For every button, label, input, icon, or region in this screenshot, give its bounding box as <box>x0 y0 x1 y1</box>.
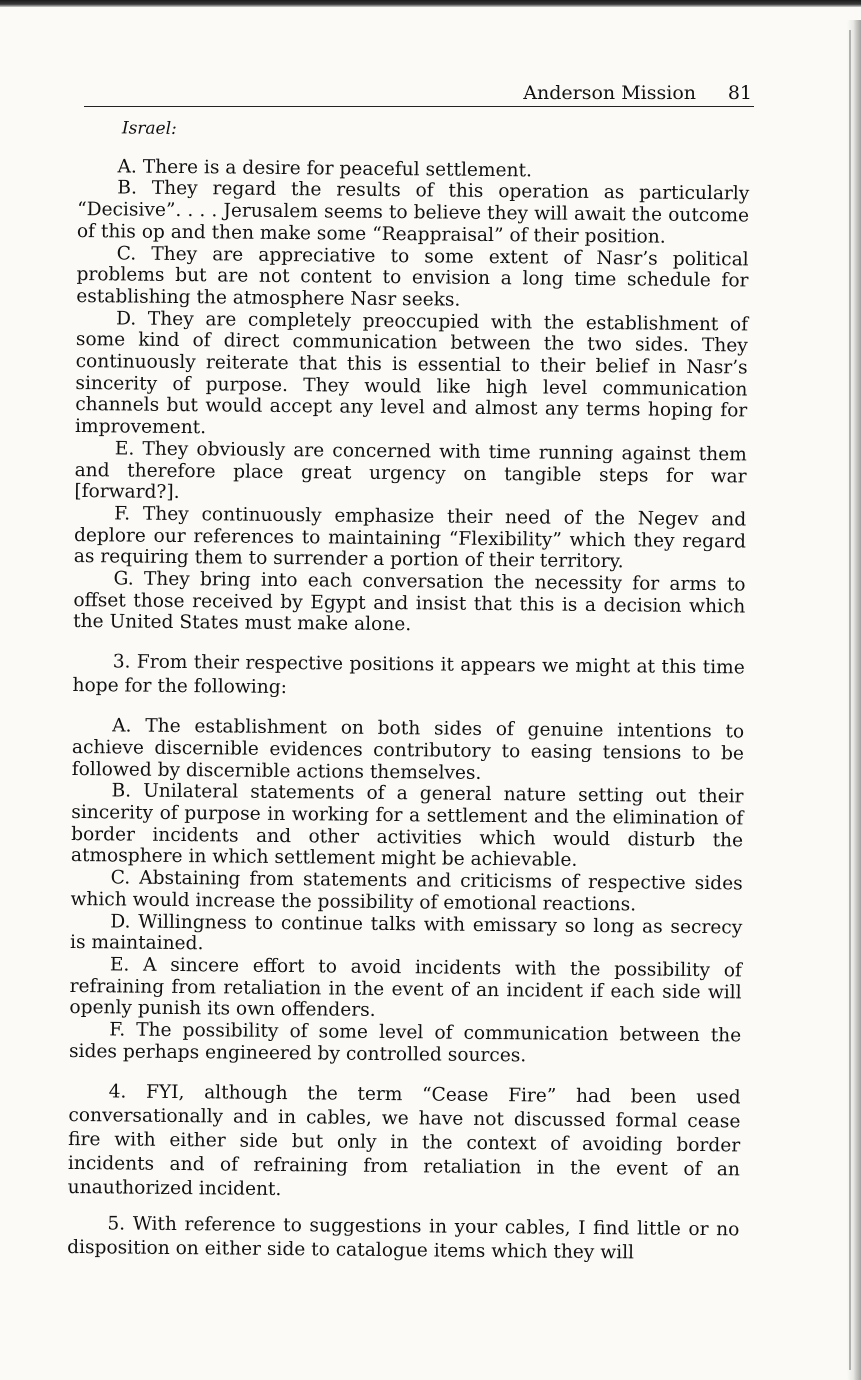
page-header <box>84 80 754 107</box>
israel-item-c: C. They are appreciative to some extent of Nasr’s political problems but are not content to envision a long time schedule for establishing the atmosphere Nasr seeks. <box>76 242 749 311</box>
paragraph-3-intro: 3. From their respective positions it appears we might at this time hope for the following: <box>72 651 745 699</box>
hope-item-e: E. A sincere effort to avoid incidents with the possibility of refraining from retaliation in the event of an incident if each side will openly punish its own offenders. <box>69 954 742 1022</box>
israel-item-a: A. There is a desire for peaceful settlement. <box>117 156 533 182</box>
israel-item-d: D. They are completely preoccupied with the establishment of some kind of direct communication between the two sides. They continuously reiterate that this is essential to their belief in Nasr’s sincerity of purpose. They would like high level communication channels but would accept any level and almost any terms hoping for improvement. <box>74 308 749 439</box>
page-top-edge <box>0 0 861 7</box>
hope-item-c: C. Abstaining from statements and criticisms of respective sides which would increase the possibility of emotional reactions. <box>70 867 743 916</box>
israel-item-e: E. They obviously are concerned with time running against them and therefore place great urgency on tangible steps for war [forward?]. <box>74 438 747 504</box>
israel-item-g: G. They bring into each conversation the necessity for arms to offset those received by Egypt and insist that this is a decision which the United States must make alone. <box>73 568 746 636</box>
hope-item-a: A. The establishment on both sides of genuine intentions to achieve discernible evidences contributory to easing tensions to be followed by discernible actions themselves. <box>71 715 745 784</box>
hope-item-f: F. The possibility of some level of communication between the sides perhaps engineered by controlled sources. <box>68 1019 742 1067</box>
paragraph-5: 5. With reference to suggestions in your cables, I find little or no disposition on either side to catalogue items which they will <box>67 1213 740 1264</box>
israel-item-b: B. They regard the results of this operation as particularly “Decisive”. . . . Jerusalem seems to believe they will await the outcome of this op and then make some “Reappraisal” of their position. <box>76 177 750 248</box>
paragraph-4: 4. FYI, although the term “Cease Fire” had been used conversationally and in cables, we have not discussed formal cease fire with either side but only in the context of avoiding border incidents and of refraining from retaliation in the event of an unauthorized incident. <box>67 1081 741 1201</box>
running-title: Anderson Mission <box>523 82 696 104</box>
page-body <box>67 118 750 1267</box>
page-number: 81 <box>727 82 752 104</box>
section-label: Israel: <box>121 118 177 139</box>
hope-item-d: D. Willingness to continue talks with emissary so long as secrecy is maintained. <box>69 910 743 955</box>
israel-item-f: F. They continuously emphasize their need of the Negev and deplore our references to maintaining “Flexibility” which they regard as requiring them to surrender a portion of their territory. <box>73 503 747 573</box>
hope-item-b: B. Unilateral statements of a general nature setting out their sincerity of purpose in working for a settlement and the elimination of border incidents and other activities which would disturb the atmosphere in which settlement might be achievable. <box>70 780 744 872</box>
binding-line <box>849 30 851 1370</box>
